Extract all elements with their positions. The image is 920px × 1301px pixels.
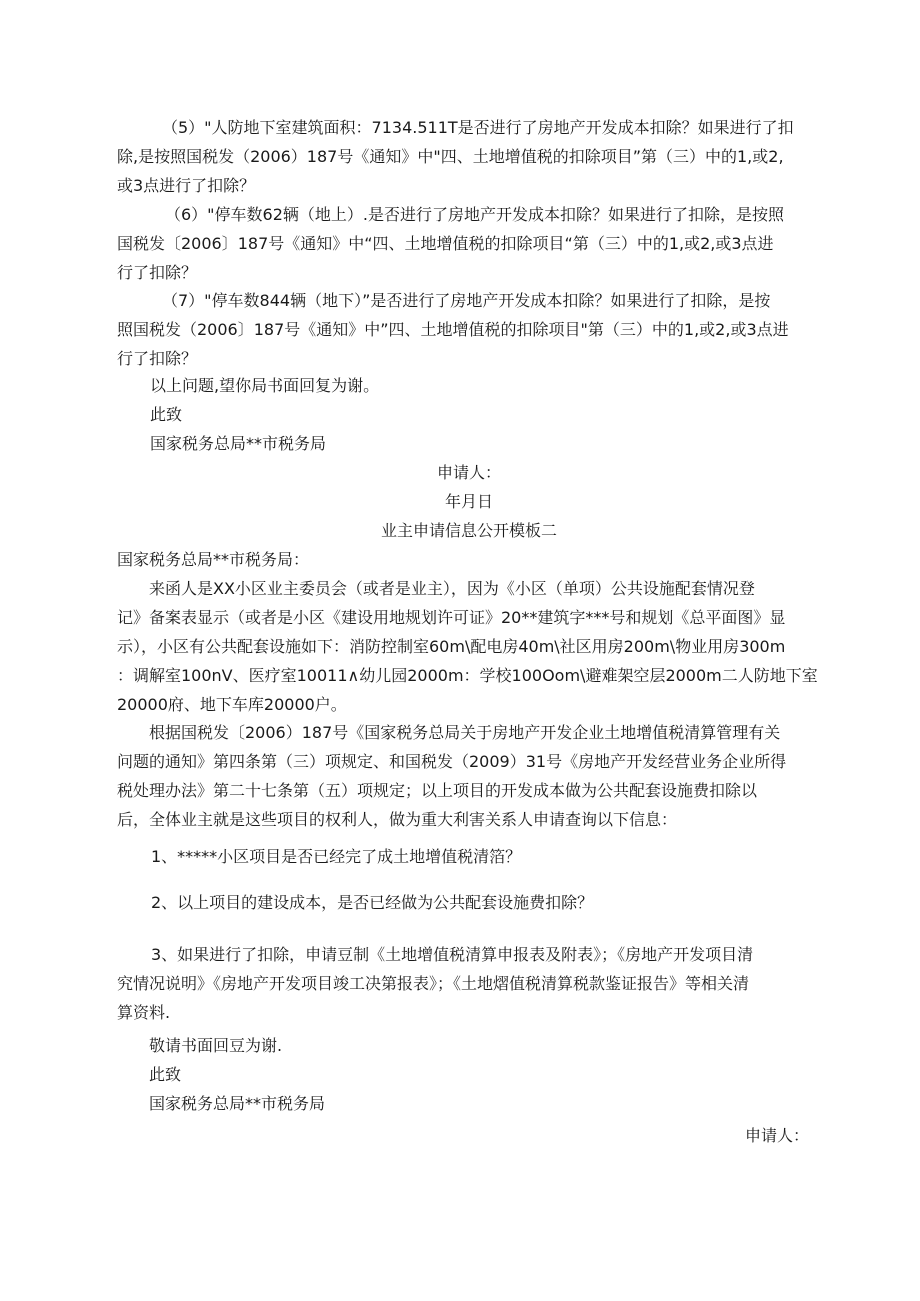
- request-item-1: 1、*****小区项目是否已经完了成土地增值税清箔？: [151, 847, 522, 866]
- question-6-line-3: 行了扣除？: [117, 263, 198, 282]
- closing-line-1: 以上问题,望你局书面回复为谢。: [150, 376, 380, 395]
- paragraph-2-line-4: 后，全体业主就是这些项目的权利人，做为重大利害关系人申请查询以下信息：: [117, 810, 678, 829]
- date-line-1: 年月日: [444, 492, 493, 511]
- salutation: 国家税务总局**市税务局：: [117, 550, 310, 569]
- question-7: [117, 286, 821, 373]
- paragraph-2: [117, 718, 821, 834]
- paragraph-2-line-2: 问题的通知》第四条第（三）项规定、和国税发（2009）31号《房地产开发经营业务企业所得: [117, 752, 787, 771]
- paragraph-2-line-1: 根据国税发〔2006）187号《国家税务总局关于房地产开发企业土地增值税清算管理有关: [149, 723, 781, 742]
- request-item-2: 2、以上项目的建设成本，是否已经做为公共配套设施费扣除？: [151, 893, 594, 912]
- regards-1: 此致: [150, 405, 183, 424]
- recipient-2: 国家税务总局**市税务局: [149, 1094, 326, 1113]
- request-item-3-line-3: 算资料.: [117, 1003, 171, 1022]
- request-item-3: [117, 940, 821, 1027]
- request-item-3-line-2: 究情况说明》《房地产开发项目竣工决第报表》；《土地熠值税清算税款鉴证报告》等相关清: [117, 974, 750, 993]
- paragraph-1-line-3: 示），小区有公共配套设施如下：消防控制室60m\配电房40m\社区用房200m\物业用房300m: [117, 637, 786, 656]
- template-title: 业主申请信息公开模板二: [380, 521, 557, 540]
- recipient-1: 国家税务总局**市税务局: [150, 434, 327, 453]
- paragraph-1-line-5: 20000府、地下车库20000户。: [117, 695, 347, 714]
- question-5-line-2: 除,是按照国税发（2006）187号《通知》中"四、土地增值税的扣除项目”第（三）中的1,或2,: [117, 147, 784, 166]
- paragraph-1-line-2: 记》备案表显示（或者是小区《建设用地规划许可证》20**建筑字***号和规划《总平面图》显: [117, 608, 786, 627]
- paragraph-1: [117, 574, 821, 719]
- question-7-line-1: （7）"停车数844辆（地下）”是否进行了房地产开发成本扣除？如果进行了扣除，是按: [162, 291, 771, 310]
- closing-line-2: 敬请书面回豆为谢.: [149, 1036, 283, 1055]
- paragraph-2-line-3: 税处理办法》第二十七条第（五）项规定；以上项目的开发成本做为公共配套设施费扣除以: [117, 781, 758, 800]
- applicant-label-2: 申请人：: [744, 1126, 809, 1145]
- paragraph-1-line-4: ：调解室100nV、医疗室10011∧幼儿园2000m：学校100Oom\避难架空层2000m二人防地下室: [117, 666, 818, 685]
- question-6: [117, 200, 821, 287]
- applicant-label-1: 申请人：: [436, 463, 501, 482]
- question-7-line-3: 行了扣除？: [117, 349, 198, 368]
- question-7-line-2: 照国税发（2006〕187号《通知》中”四、土地增值税的扣除项目"第（三）中的1,或2,或3点进: [117, 320, 789, 339]
- question-5-line-1: （5）"人防地下室建筑面积：7134.511T是否进行了房地产开发成本扣除？如果进行了扣: [162, 118, 794, 137]
- request-item-3-line-1: 3、如果进行了扣除，申请豆制《土地增值税清算申报表及附表》；《房地产开发项目清: [151, 945, 754, 964]
- question-6-line-1: （6）"停车数62辆（地上）.是否进行了房地产开发成本扣除？如果进行了扣除，是按照: [165, 205, 784, 224]
- question-5: [117, 113, 821, 200]
- question-6-line-2: 国税发〔2006〕187号《通知》中“四、土地增值税的扣除项目“第（三）中的1,或2,或3点进: [117, 234, 774, 253]
- question-5-line-3: 或3点进行了扣除？: [117, 176, 256, 195]
- regards-2: 此致: [149, 1065, 182, 1084]
- paragraph-1-line-1: 来函人是XX小区业主委员会（或者是业主），因为《小区（单项）公共设施配套情况登: [149, 579, 755, 598]
